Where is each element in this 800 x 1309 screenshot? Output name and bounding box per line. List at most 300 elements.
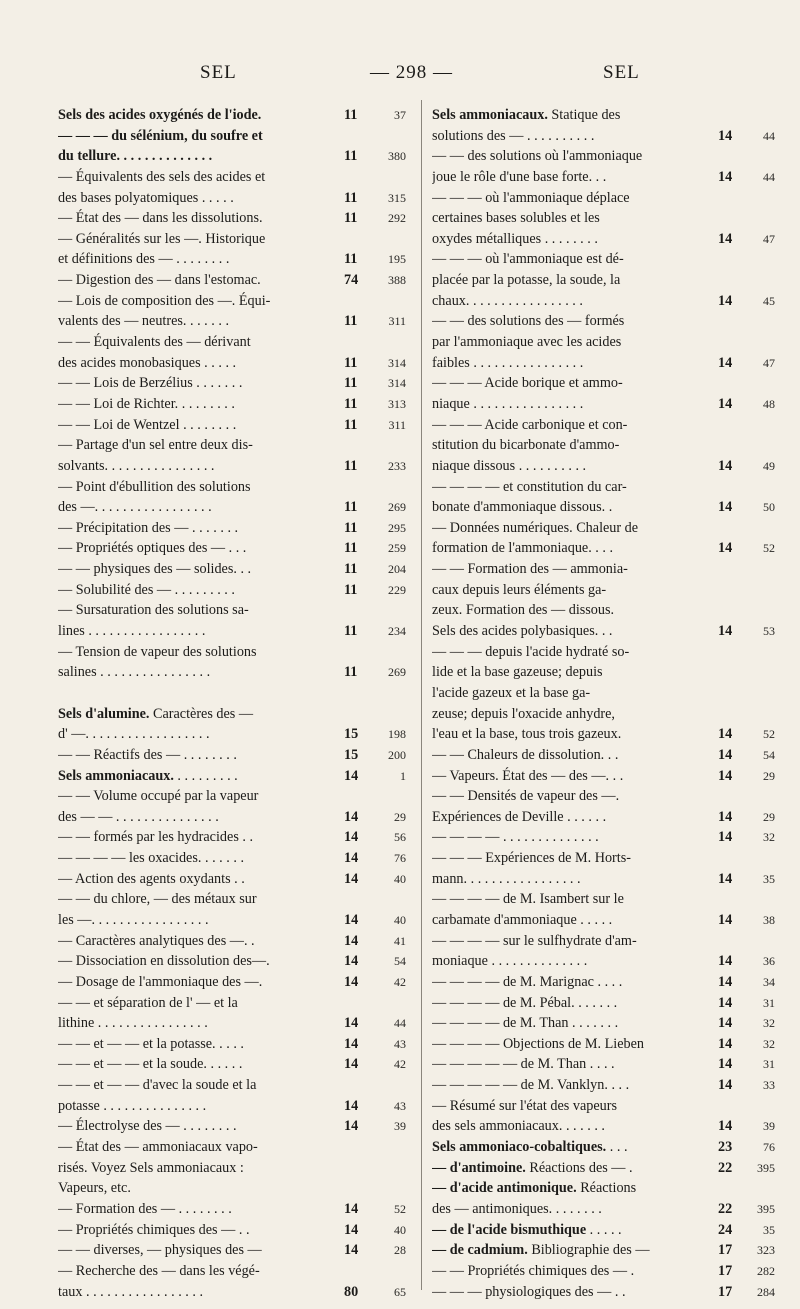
volume-number: 14 (344, 1200, 359, 1217)
page-reference: 65 (394, 1284, 406, 1299)
index-entry (432, 1158, 777, 1179)
entry-text: — — — — les oxacides. . . . . . . (58, 850, 244, 867)
index-entry (432, 270, 777, 291)
entry-text: certaines bases solubles et les (432, 210, 600, 227)
index-entry (58, 415, 410, 436)
index-entry (58, 766, 410, 787)
volume-number: 14 (718, 767, 733, 784)
page-reference: 54 (763, 747, 775, 762)
entry-text: — — du chlore, — des métaux sur (58, 891, 257, 908)
index-entry (432, 931, 777, 952)
page-reference: 44 (763, 169, 775, 184)
volume-number: 14 (718, 168, 733, 185)
index-entry (432, 1054, 777, 1075)
entry-text: des sels ammoniacaux. . . . . . . (432, 1118, 605, 1135)
volume-number: 11 (344, 148, 358, 165)
index-entry (58, 1199, 410, 1220)
entry-text: — — et — — et la soude. . . . . . (58, 1056, 243, 1073)
entry-text: — Précipitation des — . . . . . . . (58, 519, 239, 536)
page-reference: 395 (757, 1201, 775, 1216)
entry-text: mann. . . . . . . . . . . . . . . . . (432, 870, 581, 887)
page-reference: 38 (763, 912, 775, 927)
page-reference: 48 (763, 396, 775, 411)
entry-text: — État des — dans les dissolutions. (58, 210, 263, 227)
index-entry (432, 1075, 777, 1096)
volume-number: 14 (344, 808, 359, 825)
entry-text: moniaque . . . . . . . . . . . . . . (432, 953, 588, 970)
index-entry (58, 456, 410, 477)
page-reference: 56 (394, 830, 406, 845)
page-reference: 41 (394, 933, 406, 948)
volume-number: 23 (718, 1139, 733, 1156)
entry-text: — Caractères analytiques des —. . (58, 932, 255, 949)
index-entry (432, 889, 777, 910)
index-entry (432, 477, 777, 498)
volume-number: 14 (344, 1035, 359, 1052)
volume-number: 14 (718, 973, 733, 990)
entry-text: — — diverses, — physiques des — (58, 1242, 262, 1259)
index-entry (432, 332, 777, 353)
index-entry (58, 993, 410, 1014)
volume-number: 14 (718, 457, 733, 474)
volume-number: 14 (344, 1097, 359, 1114)
volume-number: 14 (718, 808, 733, 825)
entry-text: — — et séparation de l' — et la (58, 994, 238, 1011)
page-reference: 49 (763, 458, 775, 473)
volume-number: 80 (344, 1283, 359, 1300)
page-reference: 234 (388, 624, 406, 639)
index-entry (58, 580, 410, 601)
index-entry (432, 146, 777, 167)
index-entry (432, 827, 777, 848)
index-entry (58, 600, 410, 621)
page-number: — 298 — (370, 62, 453, 83)
volume-number: 22 (718, 1159, 733, 1176)
volume-number: 14 (718, 1035, 733, 1052)
page-reference: 33 (763, 1078, 775, 1093)
volume-number: 14 (718, 746, 733, 763)
entry-text: — — — Acide borique et ammo- (432, 375, 623, 392)
volume-number: 14 (344, 1015, 359, 1032)
index-entry (58, 1137, 410, 1158)
volume-number: 17 (718, 1283, 733, 1300)
page-reference: 47 (763, 355, 775, 370)
page-reference: 314 (388, 355, 406, 370)
index-entry (58, 1220, 410, 1241)
volume-number: 14 (718, 292, 733, 309)
page-reference: 29 (763, 809, 775, 824)
page-reference: 314 (388, 376, 406, 391)
index-entry (58, 477, 410, 498)
volume-number: 14 (718, 1118, 733, 1135)
index-entry (58, 167, 410, 188)
volume-number: 14 (718, 623, 733, 640)
entry-text: — — — Acide carbonique et con- (432, 416, 628, 433)
entry-text: carbamate d'ammoniaque . . . . . (432, 911, 613, 928)
index-entry (58, 188, 410, 209)
page-reference: 380 (388, 149, 406, 164)
index-entry (58, 745, 410, 766)
entry-text: — — Chaleurs de dissolution. . . (432, 746, 619, 763)
entry-text: Sels des acides polybasiques. . . (432, 623, 613, 640)
page-reference: 292 (388, 211, 406, 226)
page-reference: 204 (388, 562, 406, 577)
volume-number: 14 (344, 932, 359, 949)
entry-text: formation de l'ammoniaque. . . . (432, 540, 614, 557)
page-reference: 40 (394, 1222, 406, 1237)
index-entry (58, 1240, 410, 1261)
volume-number: 11 (344, 540, 358, 557)
entry-text: solvants. . . . . . . . . . . . . . . . (58, 457, 215, 474)
index-entry (58, 353, 410, 374)
index-entry (432, 518, 777, 539)
entry-text: les —. . . . . . . . . . . . . . . . . (58, 911, 209, 928)
entry-text: risés. Voyez Sels ammoniacaux : (58, 1159, 244, 1176)
page-reference: 53 (763, 624, 775, 639)
entry-text: — Action des agents oxydants . . (58, 870, 245, 887)
index-entry (432, 766, 777, 787)
page-reference: 233 (388, 458, 406, 473)
page-reference: 52 (763, 727, 775, 742)
entry-text: — — — — de M. Than . . . . . . . (432, 1015, 619, 1032)
index-entry (58, 559, 410, 580)
entry-text: lide et la base gazeuse; depuis (432, 664, 603, 681)
volume-number: 14 (344, 850, 359, 867)
page-reference: 32 (763, 830, 775, 845)
header-right-word: SEL (603, 62, 640, 83)
entry-text: — — — — Objections de M. Lieben (432, 1035, 644, 1052)
page-reference: 313 (388, 396, 406, 411)
index-entry (58, 807, 410, 828)
entry-text: — — Volume occupé par la vapeur (58, 788, 259, 805)
index-entry (432, 1282, 777, 1303)
entry-text: chaux. . . . . . . . . . . . . . . . . (432, 292, 583, 309)
index-entry (432, 538, 777, 559)
index-entry (58, 497, 410, 518)
entry-text: Vapeurs, etc. (58, 1180, 131, 1197)
index-entry (432, 951, 777, 972)
page-reference: 44 (394, 1016, 406, 1031)
volume-number: 11 (344, 375, 358, 392)
entry-text: Sels d'alumine. Caractères des — (58, 705, 254, 722)
index-entry (58, 229, 410, 250)
index-entry (58, 518, 410, 539)
index-entry (432, 208, 777, 229)
index-entry (58, 848, 410, 869)
index-entry (58, 1075, 410, 1096)
entry-text: valents des — neutres. . . . . . . (58, 313, 230, 330)
index-entry (432, 1013, 777, 1034)
volume-number: 14 (718, 911, 733, 928)
entry-text: joue le rôle d'une base forte. . . (432, 168, 607, 185)
entry-text: — Point d'ébullition des solutions (58, 478, 251, 495)
volume-number: 14 (344, 973, 359, 990)
index-entry (432, 807, 777, 828)
entry-text: zeuse; depuis l'oxacide anhydre, (432, 705, 615, 722)
index-entry (432, 1137, 777, 1158)
page-reference: 229 (388, 582, 406, 597)
entry-text: niaque dissous . . . . . . . . . . (432, 457, 587, 474)
index-entry (432, 415, 777, 436)
volume-number: 14 (718, 499, 733, 516)
page-reference: 76 (763, 1140, 775, 1155)
entry-text: — — — — sur le sulfhydrate d'am- (432, 932, 637, 949)
page-reference: 44 (763, 128, 775, 143)
entry-text: — Solubilité des — . . . . . . . . . (58, 581, 235, 598)
volume-number: 14 (718, 1077, 733, 1094)
index-entry (58, 1261, 410, 1282)
volume-number: 14 (344, 911, 359, 928)
entry-text: — — — Expériences de M. Horts- (432, 850, 631, 867)
entry-text: Sels des acides oxygénés de l'iode. (58, 107, 262, 123)
index-entry (432, 126, 777, 147)
page-reference: 31 (763, 1057, 775, 1072)
index-entry (432, 724, 777, 745)
index-entry (58, 1013, 410, 1034)
entry-text: — — — du sélénium, du soufre et (58, 127, 263, 144)
entry-text: — — physiques des — solides. . . (58, 561, 252, 578)
volume-number: 14 (344, 1221, 359, 1238)
page-reference: 52 (394, 1201, 406, 1216)
index-entry (58, 910, 410, 931)
volume-number: 11 (344, 519, 358, 536)
index-entry (58, 105, 410, 126)
index-entry (58, 373, 410, 394)
page-reference: 311 (388, 417, 406, 432)
index-entry (58, 642, 410, 663)
entry-text: — — — — . . . . . . . . . . . . . . (432, 829, 599, 846)
entry-text: — — — — de M. Pébal. . . . . . . (432, 994, 618, 1011)
volume-number: 14 (718, 395, 733, 412)
volume-number: 11 (344, 416, 358, 433)
index-entry (432, 1178, 777, 1199)
entry-text: — Partage d'un sel entre deux dis- (58, 437, 253, 454)
column-divider (421, 100, 422, 1290)
entry-text: — — et — — d'avec la soude et la (58, 1077, 257, 1094)
index-entry (432, 745, 777, 766)
page-reference: 315 (388, 190, 406, 205)
index-entry (432, 105, 777, 126)
page-reference: 198 (388, 727, 406, 742)
index-entry (58, 931, 410, 952)
index-entry (432, 1240, 777, 1261)
entry-text: placée par la potasse, la soude, la (432, 272, 621, 289)
index-entry (58, 146, 410, 167)
volume-number: 14 (718, 230, 733, 247)
entry-text: Sels ammoniacaux. Statique des (432, 107, 621, 123)
index-entry (58, 126, 410, 147)
index-entry (58, 291, 410, 312)
entry-text: — — — — — de M. Than . . . . (432, 1056, 615, 1073)
page-reference: 43 (394, 1098, 406, 1113)
volume-number: 14 (344, 870, 359, 887)
index-entry (432, 683, 777, 704)
index-entry (58, 827, 410, 848)
volume-number: 14 (344, 767, 359, 784)
volume-number: 14 (344, 1056, 359, 1073)
entry-text: — Dissociation en dissolution des—. (58, 953, 270, 970)
volume-number: 11 (344, 623, 358, 640)
volume-number: 11 (344, 581, 358, 598)
entry-text: potasse . . . . . . . . . . . . . . . (58, 1097, 207, 1114)
index-entry (432, 559, 777, 580)
entry-text: — Lois de composition des —. Équi- (58, 292, 271, 309)
volume-number: 11 (344, 107, 358, 123)
entry-text: — — Équivalents des — dérivant (58, 334, 251, 351)
page-reference: 388 (388, 273, 406, 288)
index-entry (432, 1116, 777, 1137)
index-entry (58, 435, 410, 456)
entry-text: — Généralités sur les —. Historique (58, 230, 266, 247)
entry-text: — Données numériques. Chaleur de (432, 519, 639, 536)
volume-number: 11 (344, 354, 358, 371)
page-reference: 32 (763, 1036, 775, 1051)
volume-number: 14 (718, 127, 733, 144)
entry-text: — Tension de vapeur des solutions (58, 643, 257, 660)
index-entry (432, 311, 777, 332)
index-entry (432, 704, 777, 725)
index-entry (432, 786, 777, 807)
entry-text: — Sursaturation des solutions sa- (58, 602, 249, 619)
page-reference: 200 (388, 747, 406, 762)
volume-number: 11 (344, 210, 358, 227)
page-reference: 282 (757, 1263, 775, 1278)
entry-text: des —. . . . . . . . . . . . . . . . . (58, 499, 212, 516)
entry-text: des acides monobasiques . . . . . (58, 354, 237, 371)
entry-text: l'acide gazeux et la base ga- (432, 684, 591, 701)
entry-text: — Formation des — . . . . . . . . (58, 1200, 232, 1217)
entry-text: — Équivalents des sels des acides et (58, 168, 266, 185)
index-column-left (58, 105, 410, 1302)
entry-text: — Dosage de l'ammoniaque des —. (58, 973, 263, 990)
index-entry (432, 972, 777, 993)
page-reference: 259 (388, 541, 406, 556)
entry-text: — — Loi de Wentzel . . . . . . . . (58, 416, 237, 433)
index-entry (432, 188, 777, 209)
page-reference: 35 (763, 1222, 775, 1237)
index-entry (432, 869, 777, 890)
page-reference: 284 (757, 1284, 775, 1299)
index-entry (58, 786, 410, 807)
index-entry (58, 724, 410, 745)
entry-text: Sels ammoniacaux. . . . . . . . . . (58, 767, 238, 784)
index-entry (432, 1034, 777, 1055)
volume-number: 14 (344, 1118, 359, 1135)
entry-text: — de l'acide bismuthique . . . . . (432, 1221, 622, 1238)
entry-text: oxydes métalliques . . . . . . . . (432, 230, 598, 247)
volume-number: 15 (344, 726, 359, 743)
index-entry (432, 373, 777, 394)
blank-line (58, 683, 410, 704)
index-entry (432, 1096, 777, 1117)
volume-number: 14 (718, 994, 733, 1011)
entry-text: — — Densités de vapeur des —. (432, 788, 620, 805)
volume-number: 11 (344, 499, 358, 516)
index-entry (432, 394, 777, 415)
volume-number: 15 (344, 746, 359, 763)
index-entry (58, 869, 410, 890)
volume-number: 14 (718, 1015, 733, 1032)
volume-number: 14 (718, 354, 733, 371)
index-entry (432, 993, 777, 1014)
entry-text: — État des — ammoniacaux vapo- (58, 1139, 258, 1156)
page-reference: 52 (763, 541, 775, 556)
entry-text: — Vapeurs. État des — des —. . . (432, 767, 624, 784)
page-reference: 42 (394, 1057, 406, 1072)
entry-text: — Résumé sur l'état des vapeurs (432, 1097, 617, 1114)
index-entry (432, 1220, 777, 1241)
page-reference: 45 (763, 293, 775, 308)
index-entry (432, 642, 777, 663)
index-entry (58, 270, 410, 291)
entry-text: — Digestion des — dans l'estomac. (58, 272, 261, 289)
page-reference: 269 (388, 665, 406, 680)
entry-text: stitution du bicarbonate d'ammo- (432, 437, 620, 454)
entry-text: lines . . . . . . . . . . . . . . . . . (58, 623, 206, 640)
entry-text: — Propriétés optiques des — . . . (58, 540, 247, 557)
volume-number: 22 (718, 1200, 733, 1217)
index-entry (432, 167, 777, 188)
entry-text: niaque . . . . . . . . . . . . . . . . (432, 395, 584, 412)
page-reference: 54 (394, 954, 406, 969)
entry-text: — — et — — et la potasse. . . . . (58, 1035, 244, 1052)
running-header (0, 62, 800, 92)
index-entry (58, 1034, 410, 1055)
entry-text: — Propriétés chimiques des — . . (58, 1221, 250, 1238)
volume-number: 11 (344, 395, 358, 412)
index-entry (432, 249, 777, 270)
volume-number: 17 (718, 1262, 733, 1279)
page-reference: 395 (757, 1160, 775, 1175)
entry-text: Expériences de Deville . . . . . . (432, 808, 607, 825)
entry-text: — d'acide antimonique. Réactions (432, 1180, 637, 1197)
index-entry (58, 538, 410, 559)
entry-text: et définitions des — . . . . . . . . (58, 251, 230, 268)
entry-text: — — formés par les hydracides . . (58, 829, 254, 846)
index-entry (58, 972, 410, 993)
index-entry (58, 1096, 410, 1117)
entry-text: — — — où l'ammoniaque est dé- (432, 251, 624, 268)
volume-number: 11 (344, 251, 358, 268)
index-entry (58, 621, 410, 642)
entry-text: lithine . . . . . . . . . . . . . . . . (58, 1015, 208, 1032)
index-entry (58, 1158, 410, 1179)
volume-number: 14 (718, 726, 733, 743)
index-entry (432, 456, 777, 477)
entry-text: taux . . . . . . . . . . . . . . . . . (58, 1283, 204, 1300)
volume-number: 24 (718, 1221, 733, 1238)
index-column-right (432, 105, 777, 1302)
entry-text: caux depuis leurs éléments ga- (432, 581, 607, 598)
volume-number: 14 (718, 953, 733, 970)
index-entry (58, 704, 410, 725)
volume-number: 74 (344, 272, 359, 289)
volume-number: 17 (718, 1242, 733, 1259)
page-reference: 47 (763, 231, 775, 246)
volume-number: 14 (718, 829, 733, 846)
entry-text: d' —. . . . . . . . . . . . . . . . . . (58, 726, 210, 743)
index-entry (432, 600, 777, 621)
page-reference: 36 (763, 954, 775, 969)
page-reference: 43 (394, 1036, 406, 1051)
entry-text: — — Loi de Richter. . . . . . . . . (58, 395, 235, 412)
index-entry (432, 662, 777, 683)
entry-text: — — — depuis l'acide hydraté so- (432, 643, 630, 660)
index-entry (432, 1261, 777, 1282)
volume-number: 14 (718, 1056, 733, 1073)
page-reference: 195 (388, 252, 406, 267)
index-entry (58, 249, 410, 270)
